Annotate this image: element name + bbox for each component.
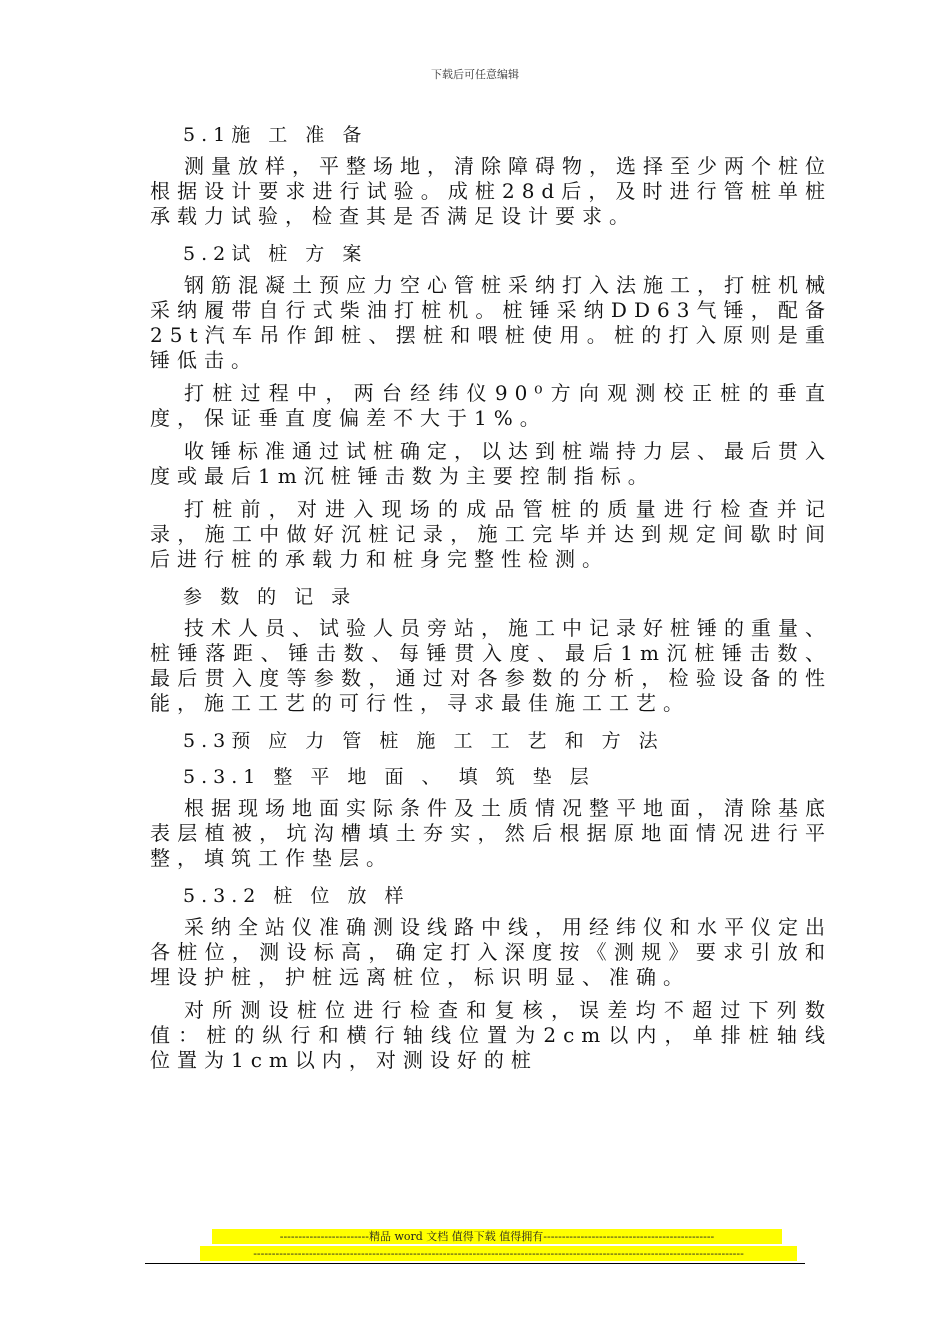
- paragraph: 技术人员、试验人员旁站，施工中记录好桩锤的重量、桩锤落距、锤击数、每锤贯入度、最后1m沉桩锤击数、最后贯入度等参数，通过对各参数的分析，检验设备的性能，施工工艺的可行性，寻求最佳施工工艺。: [150, 616, 832, 715]
- section-heading-5-3-2: 5.3.2 桩 位 放 样: [183, 885, 410, 907]
- section-heading-params: 参 数 的 记 录: [183, 586, 357, 608]
- paragraph: 测量放样，平整场地，清除障碍物，选择至少两个桩位根据设计要求进行试验。成桩28d后，及时进行管桩单桩承载力试验，检查其是否满足设计要求。: [150, 154, 832, 228]
- document-body: [150, 118, 832, 1081]
- section-heading-5-1: 5.1施 工 准 备: [183, 124, 368, 146]
- paragraph: 打桩前，对进入现场的成品管桩的质量进行检查并记录，施工中做好沉桩记录，施工完毕并达到规定间歇时间后进行桩的承载力和桩身完整性检测。: [150, 497, 832, 571]
- paragraph: 打桩过程中，两台经纬仪90⁰方向观测校正桩的垂直度，保证垂直度偏差不大于1%。: [150, 381, 832, 430]
- section-heading-5-3: 5.3预 应 力 管 桩 施 工 工 艺 和 方 法: [183, 730, 664, 752]
- page-header-note: 下载后可任意编辑: [431, 68, 519, 81]
- section-heading-5-2: 5.2试 桩 方 案: [183, 243, 368, 265]
- paragraph: 收锤标准通过试桩确定，以达到桩端持力层、最后贯入度或最后1m沉桩锤击数为主要控制指标。: [150, 439, 832, 488]
- paragraph: 钢筋混凝土预应力空心管桩采纳打入法施工，打桩机械采纳履带自行式柴油打桩机。桩锤采纳DD63气锤，配备25t汽车吊作卸桩、摆桩和喂桩使用。桩的打入原则是重锤低击。: [150, 273, 832, 372]
- paragraph: 采纳全站仪准确测设线路中线，用经纬仪和水平仪定出各桩位，测设标高，确定打入深度按《测规》要求引放和埋设护桩，护桩远离桩位，标识明显、准确。: [150, 915, 832, 989]
- footer-dash-line: ------------------------------------------------------------------------------------------------------------------------------------: [200, 1246, 797, 1261]
- section-heading-5-3-1: 5.3.1 整 平 地 面 、 填 筑 垫 层: [183, 766, 595, 788]
- paragraph: 根据现场地面实际条件及土质情况整平地面，清除基底表层植被，坑沟槽填土夯实，然后根据原地面情况进行平整，填筑工作垫层。: [150, 796, 832, 870]
- paragraph: 对所测设桩位进行检查和复核，误差均不超过下列数值：桩的纵行和横行轴线位置为2cm以内，单排桩轴线位置为1cm以内，对测设好的桩: [150, 998, 832, 1072]
- footer-rule: [145, 1263, 805, 1264]
- footer-banner: ------------------------精品 word 文档 值得下载 值得拥有----------------------------------------------: [212, 1229, 782, 1244]
